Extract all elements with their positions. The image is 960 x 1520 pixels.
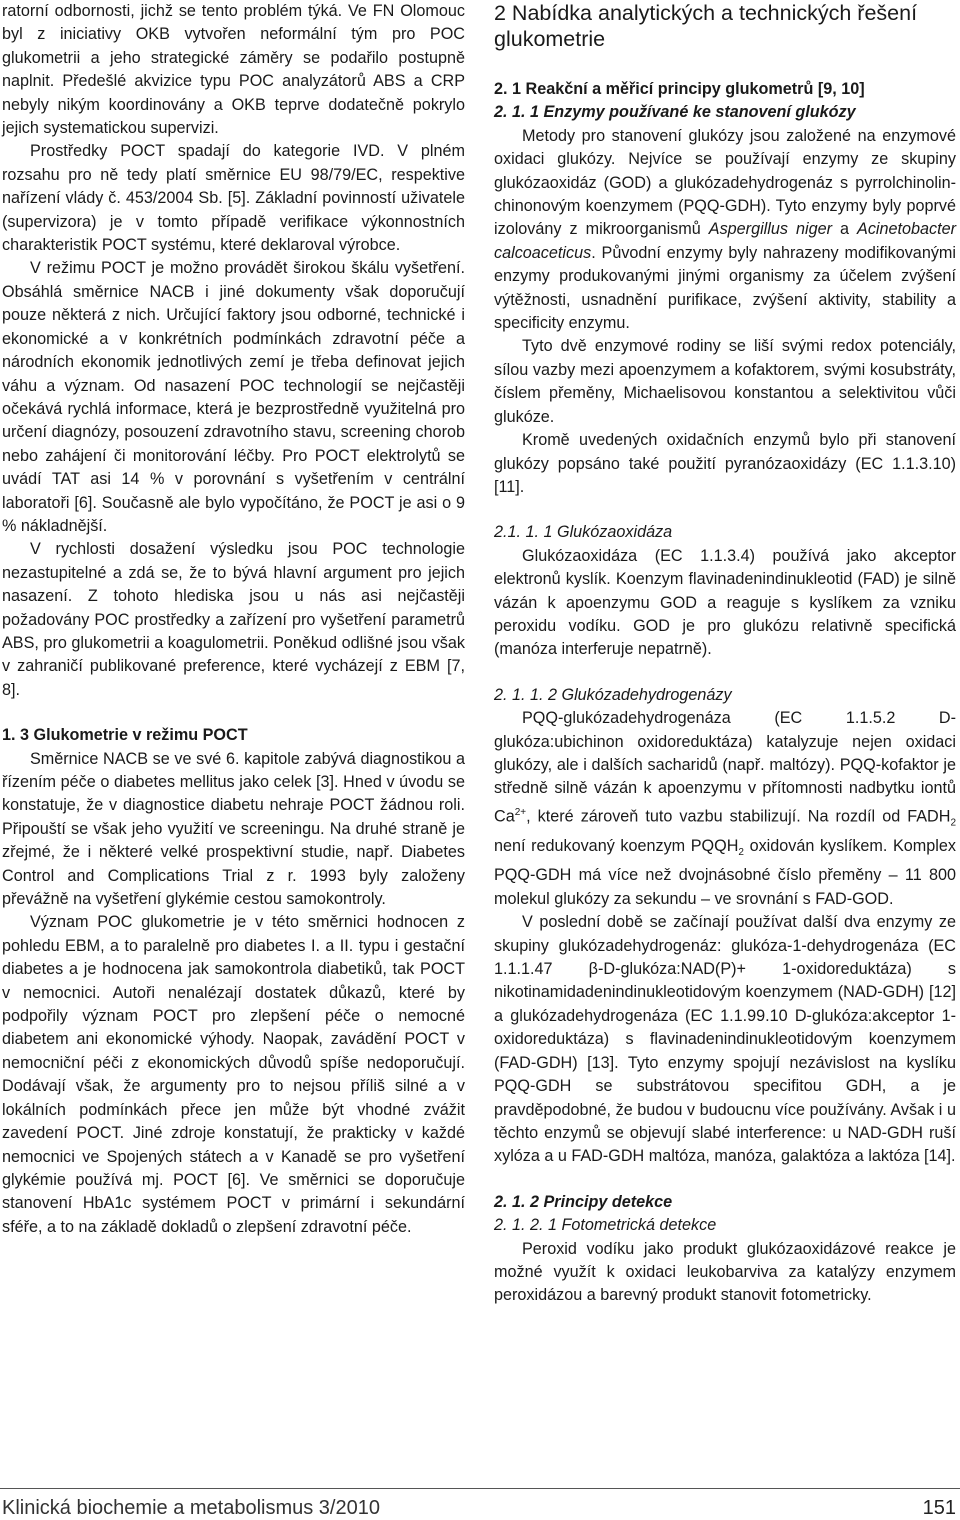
subsection-heading: 2. 1 Reakční a měřicí principy glukometrů [9, 10] — [494, 80, 865, 98]
paragraph: Prostředky POCT spadají do kategorie IVD. V plném rozsahu pro ně tedy platí směrnice EU 98/79/EC, respektive nařízení vlády č. 453/2004 Sb. [5]. Základní povinností uživatele (supervizora) je v tomto případě verifikace výkonnostních charakteristik POCT systému, které deklaroval výrobce. — [2, 142, 465, 255]
left-column — [2, 0, 465, 1239]
paragraph: Peroxid vodíku jako produkt glukózaoxidázové reakce je možné využít k oxidaci leukobarviva za katalýzy enzymem peroxidázou a barevný produkt stanovit fotometricky. — [494, 1239, 956, 1305]
footer-divider — [0, 1488, 960, 1489]
right-column — [494, 0, 956, 1308]
paragraph: Kromě uvedených oxidačních enzymů bylo při stanovení glukózy popsáno také použití pyranózaoxidázy (EC 1.1.3.10) [11]. — [494, 431, 956, 496]
subsubsection-heading: 2. 1. 2. 1 Fotometrická detekce — [494, 1216, 717, 1235]
paragraph: V rychlosti dosažení výsledku jsou POC technologie nezastupitelné a zdá se, že to bývá hlavní argument pro jejich nasazení. Z tohoto hlediska jsou u nás asi nejčastěji požadovány POC prostředky a zařízení pro vyšetření parametrů ABS, pro glukometrii a koagulometrii. Poněkud odlišné jsou však v zahraničí publikované preference, které vycházejí z EBM [7, 8]. — [2, 540, 465, 699]
paragraph: V poslední době se začínají používat další dva enzymy ze skupiny glukózadehydrogenáz: glukóza-1-dehydrogenáza (EC 1.1.1.47 β-D-glukóza:NAD(P)+ 1-oxidoreduktáza) s nikotinamidadenindinukleotidovým koenzymem (NAD-GDH) [12] a glukózadehydrogenáza (EC 1.1.99.10 D-glukóza:akceptor 1-oxidoreduktáza) s flavinadenindinukleotidovým koenzymem (FAD-GDH) [13]. Tyto enzymy spojují nezávislost na kyslíku PQQ-GDH se substrátovou specifitou GDH, a je pravděpodobné, že budou v budoucnu více používány. Avšak i u těchto enzymů se objevují slabé interference: u NAD-GDH ruší xylóza a u FAD-GDH maltóza, manóza, galaktóza a laktóza [14]. — [494, 913, 956, 1166]
paragraph: Metody pro stanovení glukózy jsou založené na enzymové oxidaci glukózy. Nejvíce se používají enzymy ze skupiny glukózaoxidáz (GOD) a glukózadehydrogenáz s pyrrolchinolin-chinonovým koenzymem (PQQ-GDH). Tyto enzymy byly poprvé izolovány z mikroorganismů Aspergillus niger a Acinetobacter calcoaceticus. Původní enzymy byly nahrazeny modifikovanými enzymy produkovanými jinými organismy za účelem zvýšení výtěžnosti, usnadnění purifikace, zvýšení aktivity, stability a specificity enzymu. — [494, 126, 957, 333]
paragraph: ratorní odbornosti, jichž se tento problém týká. Ve FN Olomouc byl z iniciativy OKB vytvořen neformální tým pro POC glukometrii a jeho strategické záměry se podařilo postupně naplnit. Předešlé akvizice typu POC analyzátorů ABS a CRP nebyly nikým koordinovány a OKB teprve dodatečně pokrylo jejich systematickou supervizi. — [2, 2, 465, 138]
subsubsection-heading: 2. 1. 1. 2 Glukózadehydrogenázy — [494, 685, 732, 704]
journal-name: Klinická biochemie a metabolismus 3/2010 — [2, 1497, 380, 1519]
paragraph: Glukózaoxidáza (EC 1.1.3.4) používá jako akceptor elektronů kyslík. Koenzym flavinadenindinukleotid (FAD) je silně vázán k apoenzymu GOD a reaguje s kyslíkem za vzniku peroxidu vodíku. GOD je pro glukózu relativně specifická (manóza interferuje nepatrně). — [494, 546, 956, 659]
paragraph: Směrnice NACB se ve své 6. kapitole zabývá diagnostikou a řízením péče o diabetes mellitus jako celek [3]. Hned v úvodu se konstatuje, že v diagnostice diabetu nehraje POCT žádnou roli. Připouští se však jeho využití ve screeningu. Na druhé straně je zřejmé, že i některé velké prospektivní studie, např. Diabetes Control and Complications Trial z r. 1993 byly založeny převážně na vyšetření glykémie cestou samokontroly. — [2, 749, 465, 909]
paragraph: Význam POC glukometrie je v této směrnici hodnocen z pohledu EBM, a to paralelně pro diabetes I. a II. typu i gestační diabetes a je hodnocena jak samokontrola diabetiků, tak POCT v nemocnici. Autoři nenalézají dostatek důkazů, které by podpořily význam POCT pro zlepšení péče o nemocné diabetem ani ekonomické výhody. Naopak, zavádění POCT v nemocniční péči z ekonomických důvodů spíše nedoporučují. Dodávají však, že argumenty pro to nejsou příliš silné a v lokálních podmínkách přece jen může být vhodné zvážit zavedení POCT. Jiné zdroje konstatují, že prakticky v každé nemocnici ve Spojených státech a v Kanadě se pro vyšetření glykémie používá mj. POCT [6]. Ve směrnici se doporučuje stanovení HbA1c systémem POCT v primární i sekundární sféře, a to na základě dokladů o zlepšení zdravotní péče. — [2, 913, 465, 1236]
subsection-heading: 2. 1. 2 Principy detekce — [494, 1192, 673, 1211]
subsubsection-heading: 2.1. 1. 1 Glukózaoxidáza — [494, 523, 673, 542]
subsection-heading: 1. 3 Glukometrie v režimu POCT — [2, 726, 248, 745]
page-number: 151 — [922, 1497, 956, 1519]
section-heading: 2 Nabídka analytických a technických řešení glukometrie — [494, 1, 918, 51]
paragraph: PQQ-glukózadehydrogenáza (EC 1.1.5.2 D-glukóza:ubichinon oxidoreduktáza) katalyzuje nejen oxidaci glukózy, ale i dalších sacharidů (např. maltózy). PQQ-kofaktor je středně silně vázán k apoenzymu v přítomnosti nadbytku iontů $Ca^{2+}$, které zároveň tuto vazbu stabilizují. Na rozdíl od $FADH_2$ není redukovaný koenzym $PQQH_2$ oxidován kyslíkem. Komplex PQQ-GDH má více než dvojnásobné číslo přeměny – 11 800 molekul glukózy za sekundu – ve srovnání s FAD-GOD. — [494, 709, 956, 908]
paragraph: V režimu POCT je možno provádět širokou škálu vyšetření. Obsáhlá směrnice NACB i jiné dokumenty však doporučují pouze některá z nich. Určující faktory jsou odborné, technické i ekonomické a v konkrétních podmínkách zdravotní péče a národních ekonomik jednotlivých zemí je třeba definovat jejich váhu a význam. Od nasazení POC technologií se nejčastěji očekává rychlá informace, která je bezprostředně využitelná pro určení diagnózy, posouzení zdravotního stavu, screening chorob nebo zahájení či monitorování léčby. Pro POCT elektrolytů se uvádí TAT asi 14 % v porovnání s vyšetřením v centrální laboratoři [6]. Současně ale bylo vypočítáno, že POCT je asi o 9 % nákladnější. — [2, 259, 465, 535]
paragraph: Tyto dvě enzymové rodiny se liší svými redox potenciály, sílou vazby mezi apoenzymem a kofaktorem, svými kosubstráty, číslem přeměny, Michaelisovou konstantou a selektivitou vůči glukóze. — [494, 337, 956, 426]
subsubsection-heading: 2. 1. 1 Enzymy používané ke stanovení glukózy — [494, 103, 856, 122]
